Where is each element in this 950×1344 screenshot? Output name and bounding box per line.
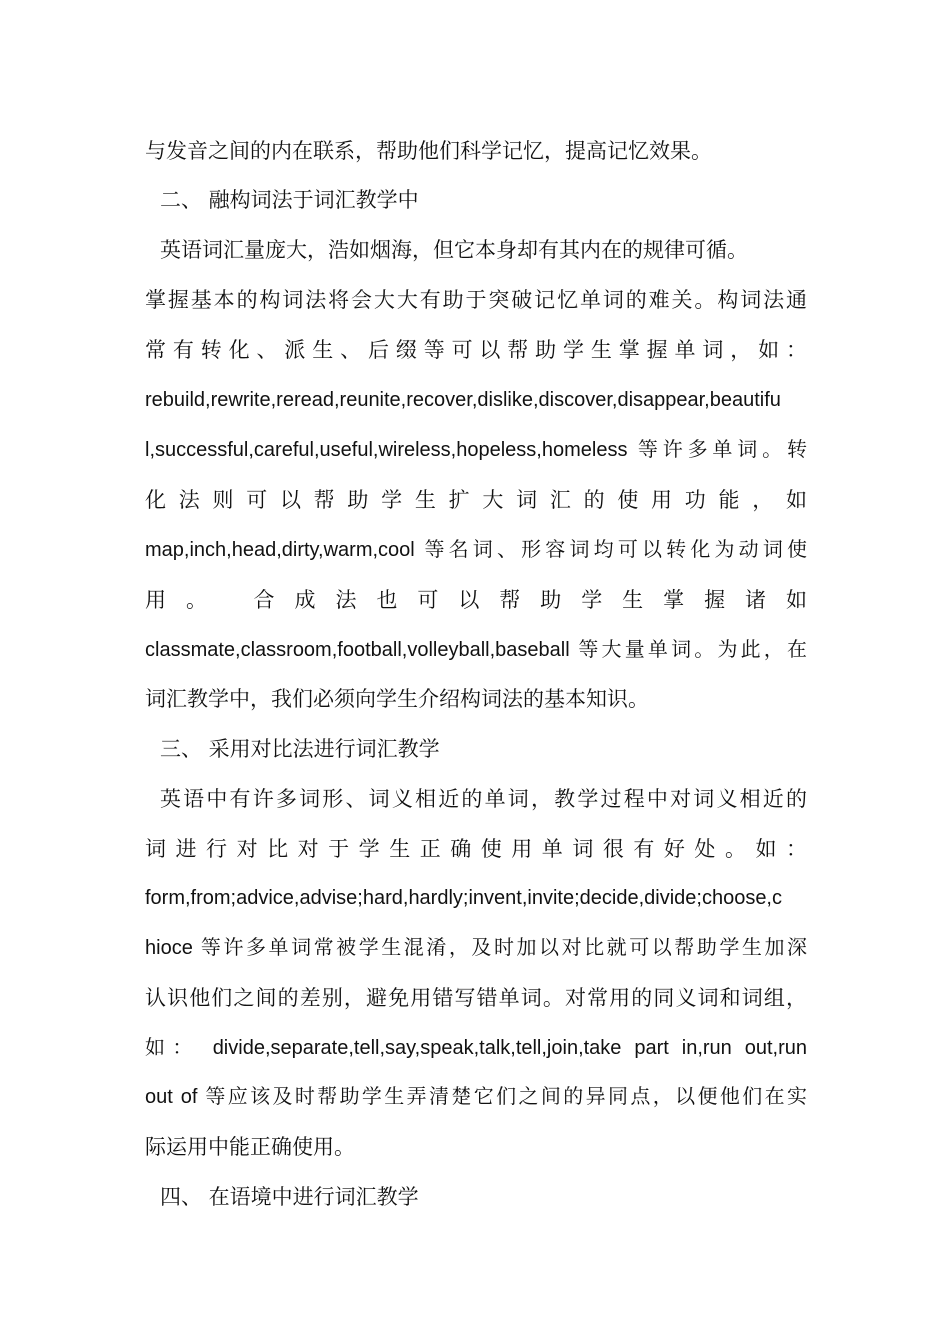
paragraph-line: 英语中有许多词形、词义相近的单词，教学过程中对词义相近的 <box>160 787 807 811</box>
paragraph-line: 化法则可以帮助学生扩大词汇的使用功能，如 <box>145 488 807 512</box>
section-heading-4: 四、 在语境中进行词汇教学 <box>160 1185 419 1209</box>
paragraph-line: out of 等应该及时帮助学生弄清楚它们之间的异同点，以便他们在实 <box>145 1086 807 1108</box>
paragraph-line: form,from;advice,advise;hard,hardly;invent,invite;decide,divide;choose,c <box>145 887 782 909</box>
paragraph-line: rebuild,rewrite,reread,reunite,recover,dislike,discover,disappear,beautifu <box>145 389 781 411</box>
section-heading-2: 二、 融构词法于词汇教学中 <box>160 188 419 212</box>
paragraph-line: 际运用中能正确使用。 <box>145 1135 355 1159</box>
section-heading-3: 三、 采用对比法进行词汇教学 <box>160 737 440 761</box>
paragraph-line: 认识他们之间的差别，避免用错写错单词。对常用的同义词和词组， <box>145 986 807 1010</box>
paragraph-line: 与发音之间的内在联系，帮助他们科学记忆，提高记忆效果。 <box>145 139 712 163</box>
paragraph-line: 掌握基本的构词法将会大大有助于突破记忆单词的难关。构词法通 <box>145 288 807 312</box>
paragraph-line: 如： divide,separate,tell,say,speak,talk,tell,join,take part in,run out,run <box>145 1037 807 1059</box>
paragraph-line: classmate,classroom,football,volleyball,baseball 等大量单词。为此，在 <box>145 639 807 661</box>
paragraph-line: hioce 等许多单词常被学生混淆，及时加以对比就可以帮助学生加深 <box>145 937 807 959</box>
paragraph-line: 英语词汇量庞大，浩如烟海，但它本身却有其内在的规律可循。 <box>160 238 748 262</box>
paragraph-line: 词汇教学中，我们必须向学生介绍构词法的基本知识。 <box>145 687 649 711</box>
paragraph-line: 常有转化、派生、后缀等可以帮助学生掌握单词，如： <box>145 338 807 362</box>
paragraph-line: map,inch,head,dirty,warm,cool 等名词、形容词均可以转化为动词使 <box>145 539 807 561</box>
paragraph-line: 词进行对比对于学生正确使用单词很有好处。如： <box>145 837 807 861</box>
paragraph-line: l,successful,careful,useful,wireless,hopeless,homeless 等许多单词。转 <box>145 439 807 461</box>
paragraph-line: 用。 合成法也可以帮助学生掌握诸如 <box>145 588 807 612</box>
